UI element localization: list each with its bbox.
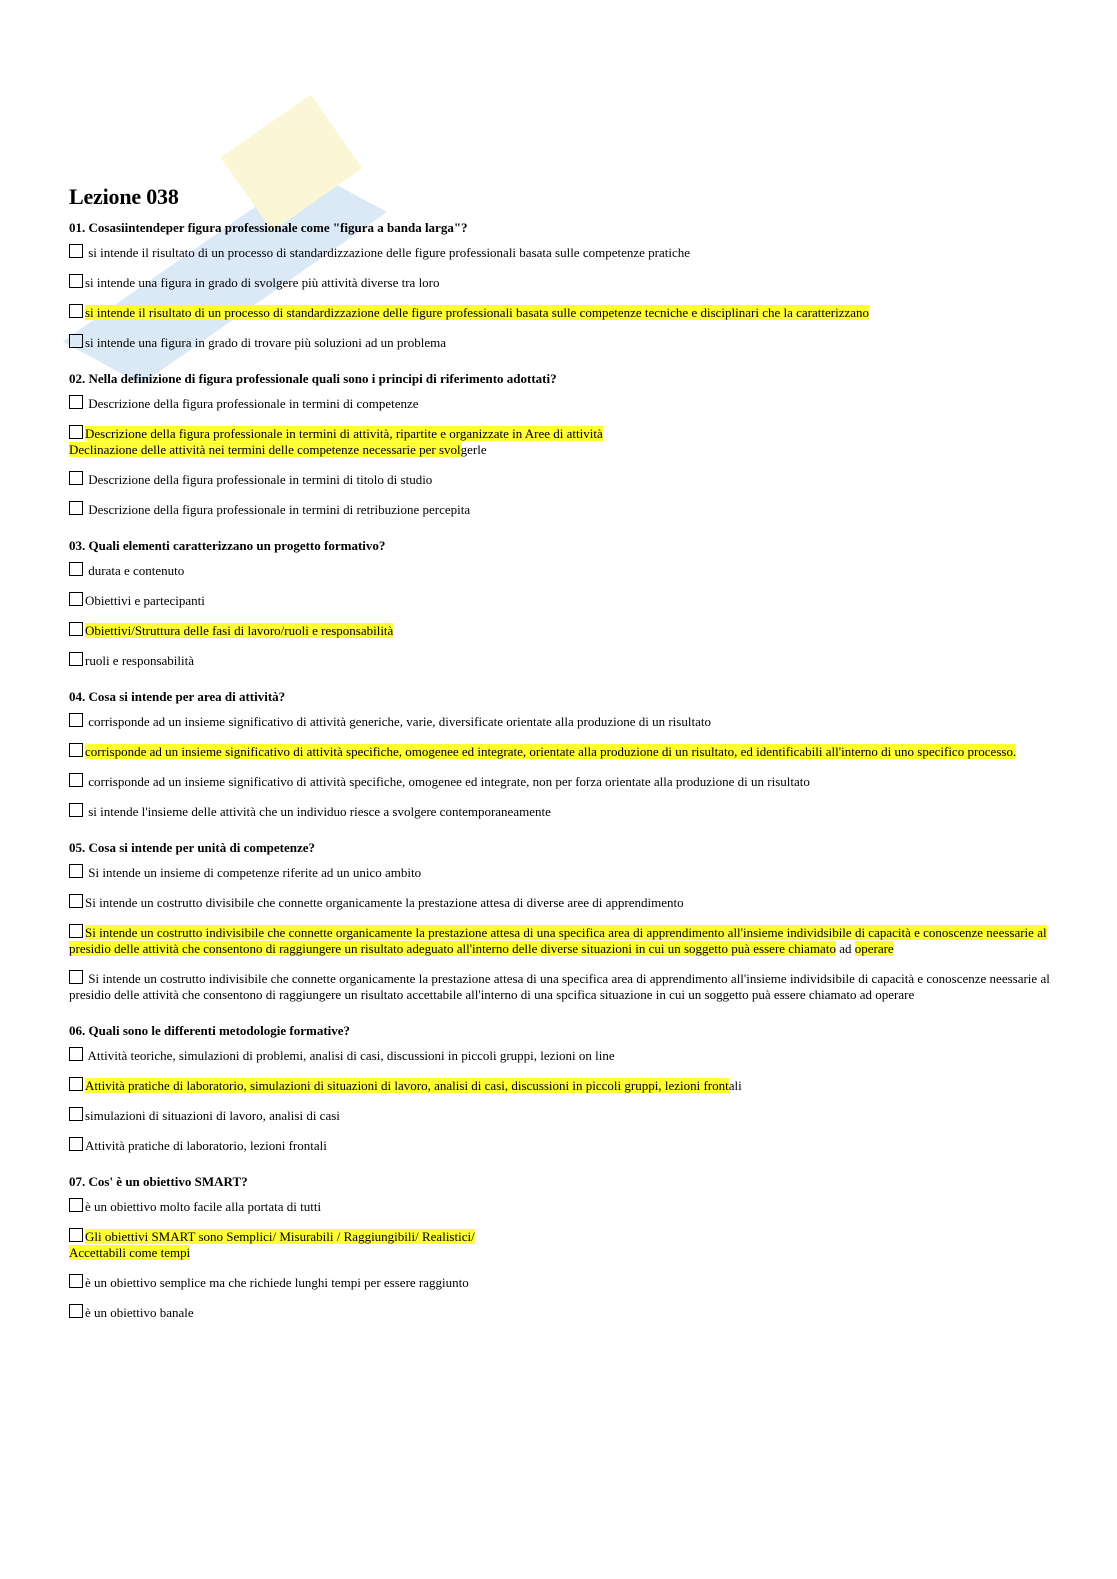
answer-checkbox[interactable] (69, 592, 83, 606)
document-content (69, 184, 1059, 1341)
question-text: 02. Nella definizione di figura professionale quali sono i principi di riferimento adottati? (69, 371, 557, 386)
highlighted-answer-text: Accettabili come tempi (69, 1245, 191, 1260)
answer-checkbox[interactable] (69, 1107, 83, 1121)
highlighted-answer-text: e conoscenze neessarie al presidio delle attività che consentono di raggiungere un risultato adeguato all'interno delle diverse situazioni in cui un soggetto puà essere chiamato (69, 925, 1047, 956)
answer-extra-line (69, 442, 1059, 458)
highlighted-answer-text: Attività pratiche di laboratorio, simulazioni di situazioni di lavoro, analisi di casi, discussioni in piccoli gruppi, lezioni front (85, 1078, 729, 1093)
highlighted-answer-text: Gli obiettivi SMART sono Semplici/ Misurabili / Raggiungibili/ Realistici/ (85, 1229, 475, 1244)
highlighted-answer-text: corrisponde ad un insieme significativo di attività specifiche, omogenee ed integrate, orientate alla produzione di un risultato, ed identificabili all'interno di uno specifico processo. (85, 744, 1017, 759)
answer-option (69, 1047, 1059, 1064)
answer-option (69, 304, 1059, 321)
answer-option (69, 334, 1059, 351)
answer-checkbox[interactable] (69, 652, 83, 666)
answer-option (69, 713, 1059, 730)
answer-text: è un obiettivo banale (85, 1305, 194, 1320)
answer-checkbox[interactable] (69, 864, 83, 878)
highlighted-answer-text: Descrizione della figura professionale in termini di attività, ripartite e organizzate in Aree di attività (85, 426, 603, 441)
answer-checkbox[interactable] (69, 1304, 83, 1318)
question-block (69, 1174, 1059, 1321)
answer-checkbox[interactable] (69, 1047, 83, 1061)
question-list (69, 220, 1059, 1321)
answer-text: ali (728, 1078, 742, 1093)
answer-option (69, 803, 1059, 820)
answer-checkbox[interactable] (69, 471, 83, 485)
answer-checkbox[interactable] (69, 773, 83, 787)
highlighted-answer-text: si intende il risultato di un processo di standardizzazione delle figure professionali basata sulle competenze tecniche e disciplinari che la caratterizzano (85, 305, 870, 320)
answer-checkbox[interactable] (69, 894, 83, 908)
answer-text: Si intende un costrutto divisibile che connette organicamente la prestazione attesa di diverse aree di apprendimento (85, 895, 684, 910)
question-text: 07. Cos' è un obiettivo SMART? (69, 1174, 248, 1189)
answer-text: Descrizione della figura professionale in termini di competenze (85, 396, 419, 411)
answer-option (69, 924, 1059, 957)
answer-text: corrisponde ad un insieme significativo di attività generiche, varie, diversificate orientate alla produzione di un risultato (85, 714, 711, 729)
answer-checkbox[interactable] (69, 803, 83, 817)
answer-option (69, 622, 1059, 639)
answer-option (69, 1274, 1059, 1291)
answer-option (69, 970, 1059, 1003)
answer-checkbox[interactable] (69, 304, 83, 318)
question-block (69, 840, 1059, 1003)
answer-checkbox[interactable] (69, 425, 83, 439)
answer-text: Si intende un insieme di competenze riferite ad un unico ambito (85, 865, 422, 880)
answer-checkbox[interactable] (69, 1198, 83, 1212)
answer-text: simulazioni di situazioni di lavoro, analisi di casi (85, 1108, 340, 1123)
answer-checkbox[interactable] (69, 1137, 83, 1151)
answer-option (69, 1304, 1059, 1321)
answer-text: si intende l'insieme delle attività che un individuo riesce a svolgere contemporaneamente (85, 804, 551, 819)
answer-text: ruoli e responsabilità (85, 653, 195, 668)
answer-text: si intende il risultato di un processo di standardizzazione delle figure professionali basata sulle competenze pratiche (85, 245, 691, 260)
answer-checkbox[interactable] (69, 1274, 83, 1288)
answer-option (69, 1228, 1059, 1261)
answer-option (69, 894, 1059, 911)
answer-checkbox[interactable] (69, 274, 83, 288)
answer-text: si intende una figura in grado di trovare più soluzioni ad un problema (85, 335, 447, 350)
answer-text: durata e contenuto (85, 563, 185, 578)
answer-text: gerle (460, 442, 487, 457)
answer-checkbox[interactable] (69, 244, 83, 258)
question-block (69, 1023, 1059, 1154)
question-block (69, 689, 1059, 820)
question-text: 04. Cosa si intende per area di attività? (69, 689, 286, 704)
answer-text: Attività pratiche di laboratorio, lezioni frontali (85, 1138, 327, 1153)
highlighted-answer-text: operare (854, 941, 894, 956)
answer-option (69, 274, 1059, 291)
answer-text: Obiettivi e partecipanti (85, 593, 205, 608)
answer-option (69, 1198, 1059, 1215)
answer-checkbox[interactable] (69, 334, 83, 348)
answer-text: Si intende un costrutto indivisibile che connette organicamente la prestazione attesa di una specifica area di apprendimento all'insieme individsibile di capacità e conoscenze neessarie al presidio delle attività che consentono di raggiungere un risultato accettabile all'interno di una spcifica situazione in cui un soggetto puà essere chiamato ad operare (69, 971, 1050, 1002)
question-block (69, 538, 1059, 669)
answer-checkbox[interactable] (69, 970, 83, 984)
answer-option (69, 395, 1059, 412)
answer-extra-line (69, 1245, 1059, 1261)
highlighted-answer-text: Declinazione delle attività nei termini delle competenze necessarie per svol (69, 442, 461, 457)
page-title: Lezione 038 (69, 184, 179, 209)
answer-option (69, 501, 1059, 518)
answer-checkbox[interactable] (69, 501, 83, 515)
answer-option (69, 1107, 1059, 1124)
answer-option (69, 864, 1059, 881)
answer-checkbox[interactable] (69, 395, 83, 409)
question-text: 05. Cosa si intende per unità di competenze? (69, 840, 316, 855)
answer-text: è un obiettivo molto facile alla portata di tutti (85, 1199, 322, 1214)
question-block (69, 371, 1059, 518)
answer-option (69, 652, 1059, 669)
answer-text: Descrizione della figura professionale in termini di titolo di studio (85, 472, 433, 487)
question-block (69, 220, 1059, 351)
answer-option (69, 592, 1059, 609)
question-text: 03. Quali elementi caratterizzano un progetto formativo? (69, 538, 386, 553)
answer-option (69, 471, 1059, 488)
highlighted-answer-text: Obiettivi/Struttura delle fasi di lavoro/ruoli e responsabilità (85, 623, 394, 638)
answer-option (69, 773, 1059, 790)
answer-option (69, 562, 1059, 579)
question-text: 06. Quali sono le differenti metodologie formative? (69, 1023, 351, 1038)
answer-option (69, 244, 1059, 261)
answer-text: Attività teoriche, simulazioni di problemi, analisi di casi, discussioni in piccoli gruppi, lezioni on line (85, 1048, 615, 1063)
answer-checkbox[interactable] (69, 743, 83, 757)
answer-text: è un obiettivo semplice ma che richiede lunghi tempi per essere raggiunto (85, 1275, 469, 1290)
answer-checkbox[interactable] (69, 1077, 83, 1091)
answer-checkbox[interactable] (69, 1228, 83, 1242)
question-text: 01. Cosasiintendeper figura professionale come "figura a banda larga"? (69, 220, 468, 235)
answer-checkbox[interactable] (69, 924, 83, 938)
answer-checkbox[interactable] (69, 622, 83, 636)
answer-text: ad (835, 941, 855, 956)
answer-text: si intende una figura in grado di svolgere più attività diverse tra loro (85, 275, 440, 290)
answer-checkbox[interactable] (69, 562, 83, 576)
answer-option (69, 1077, 1059, 1094)
answer-option (69, 1137, 1059, 1154)
answer-text: corrisponde ad un insieme significativo di attività specifiche, omogenee ed integrate, non per forza orientate alla produzione di un risultato (85, 774, 810, 789)
highlighted-answer-text: Si intende un costrutto indivisibile che connette organicamente la prestazione attesa di una specifica area di apprendimento all'insieme individsibile di capacità (85, 925, 911, 940)
answer-option (69, 425, 1059, 458)
answer-text: Descrizione della figura professionale in termini di retribuzione percepita (85, 502, 471, 517)
answer-option (69, 743, 1059, 760)
answer-checkbox[interactable] (69, 713, 83, 727)
